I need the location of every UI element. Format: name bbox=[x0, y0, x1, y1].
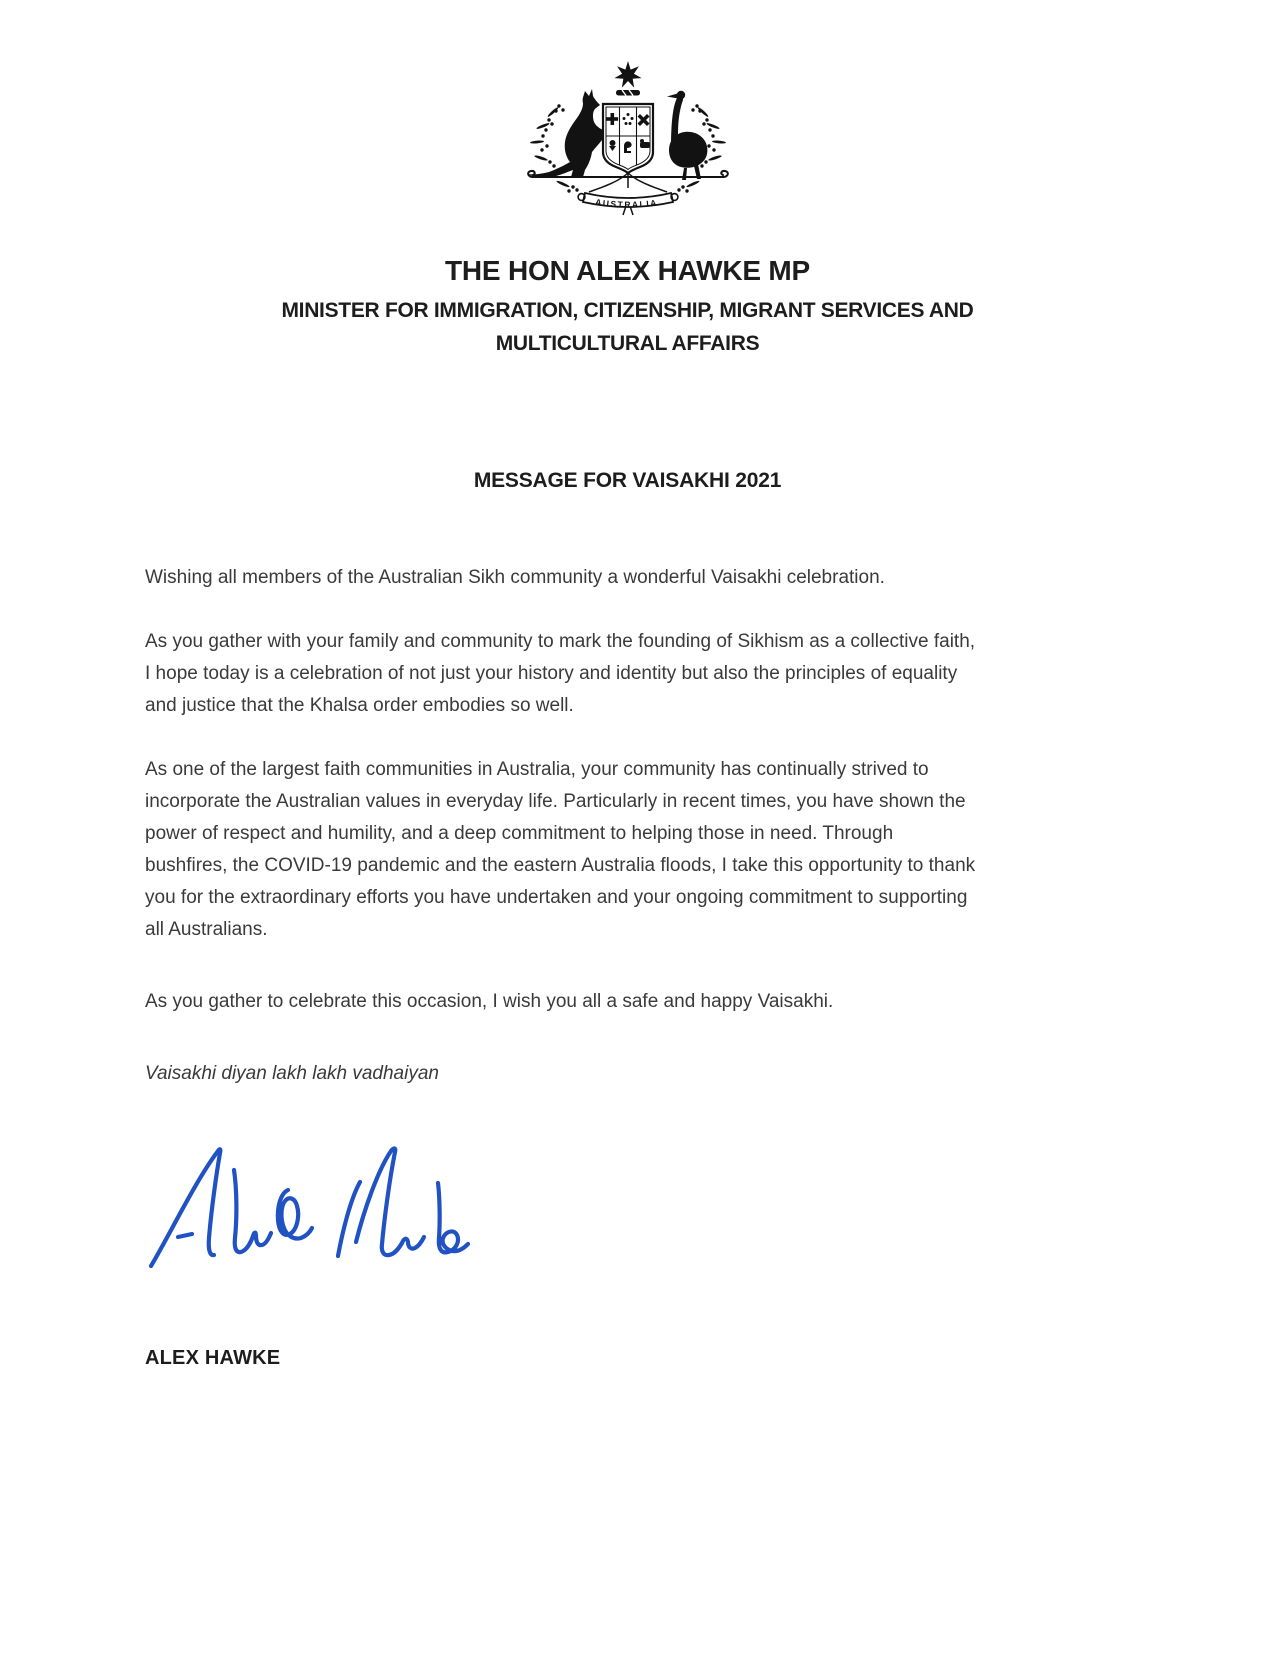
australia-banner bbox=[578, 193, 678, 210]
kangaroo-silhouette bbox=[527, 89, 603, 177]
letter-body bbox=[145, 562, 1110, 1090]
shield bbox=[603, 104, 653, 173]
letterhead-subtitle-line1: MINISTER FOR IMMIGRATION, CITIZENSHIP, MIGRANT SERVICES AND bbox=[281, 299, 974, 322]
body-line: power of respect and humility, and a deep commitment to helping those in need. Through bbox=[145, 823, 894, 844]
body-line: incorporate the Australian values in everyday life. Particularly in recent times, you have shown the bbox=[145, 791, 966, 812]
handwritten-signature bbox=[148, 1138, 470, 1273]
letterhead-subtitle-line2: MULTICULTURAL AFFAIRS bbox=[495, 332, 760, 355]
paragraph bbox=[145, 562, 1110, 594]
paragraph bbox=[145, 754, 1110, 946]
body-line: Wishing all members of the Australian Sikh community a wonderful Vaisakhi celebration. bbox=[145, 567, 885, 588]
letter-content bbox=[145, 60, 1110, 1371]
signatory-name: ALEX HAWKE bbox=[145, 1347, 281, 1369]
letterhead-title: THE HON ALEX HAWKE MP bbox=[445, 255, 810, 286]
body-line: I hope today is a celebration of not just your history and identity but also the principles of equality bbox=[145, 663, 958, 684]
australian-coat-of-arms-emblem bbox=[523, 60, 733, 226]
body-line: bushfires, the COVID-19 pandemic and the eastern Australia floods, I take this opportunity to thank bbox=[145, 855, 976, 876]
body-line: Vaisakhi diyan lakh lakh vadhaiyan bbox=[145, 1063, 439, 1084]
paragraph bbox=[145, 626, 1110, 722]
body-line: you for the extraordinary efforts you have undertaken and your ongoing commitment to supporting bbox=[145, 887, 968, 908]
subject-line: MESSAGE FOR VAISAKHI 2021 bbox=[473, 469, 782, 492]
commonwealth-star-icon bbox=[614, 61, 641, 88]
body-line: As you gather to celebrate this occasion, I wish you all a safe and happy Vaisakhi. bbox=[145, 991, 834, 1012]
paragraph bbox=[145, 986, 1110, 1018]
body-line: As one of the largest faith communities in Australia, your community has continually strived to bbox=[145, 759, 929, 780]
body-line: all Australians. bbox=[145, 919, 268, 940]
body-line: As you gather with your family and community to mark the founding of Sikhism as a collective faith, bbox=[145, 631, 976, 652]
banner-text: AUSTRALIA bbox=[594, 196, 658, 210]
body-line: and justice that the Khalsa order embodies so well. bbox=[145, 695, 574, 716]
paragraph-punjabi-greeting bbox=[145, 1058, 1110, 1090]
